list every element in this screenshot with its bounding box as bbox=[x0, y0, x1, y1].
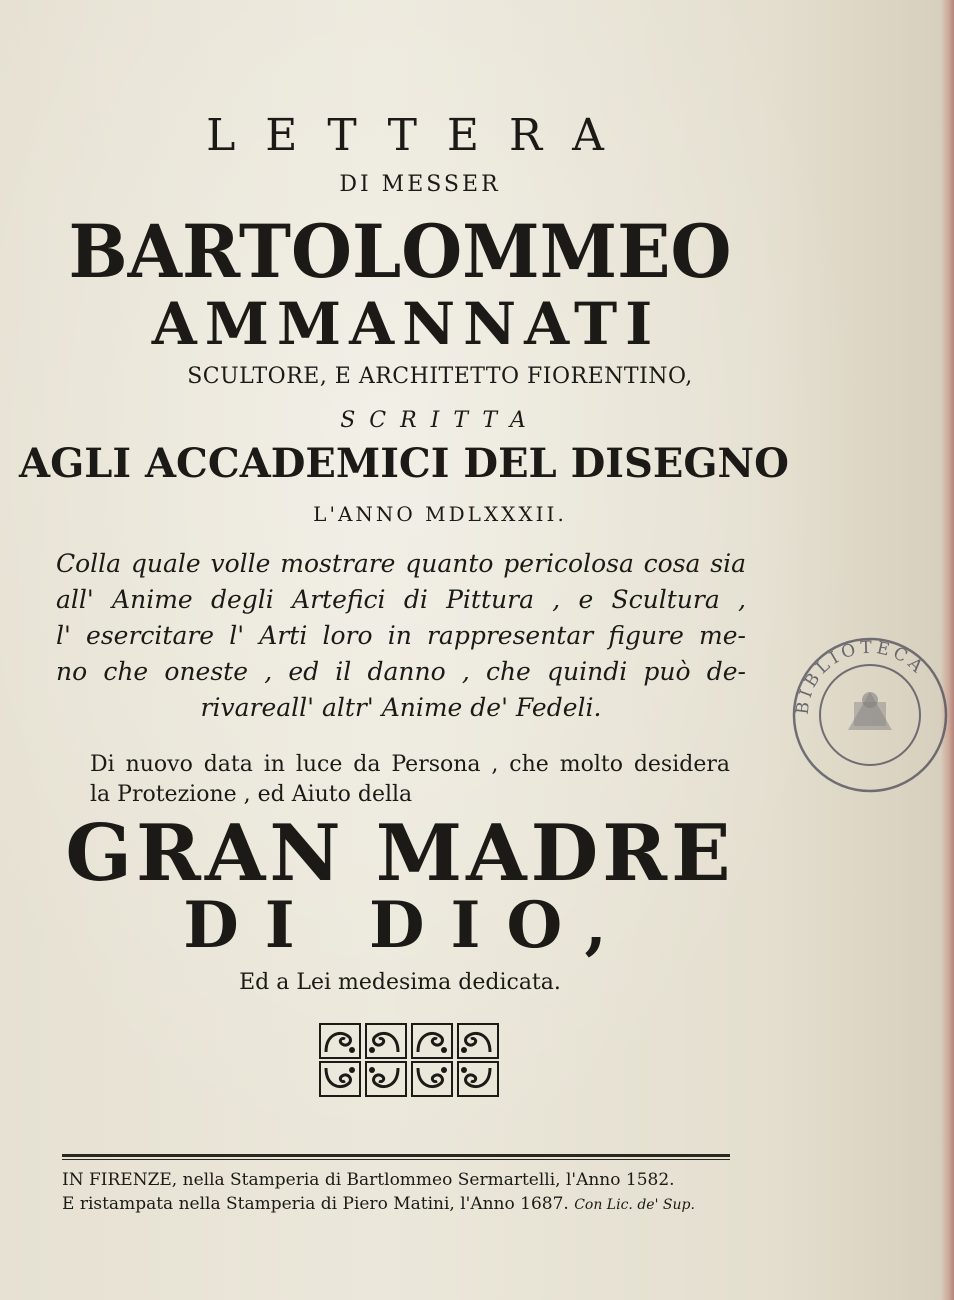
imprint-line-2-main: E ristampata nella Stamperia di Piero Matini, l'Anno 1687. bbox=[62, 1194, 569, 1214]
imprint-line-1: IN FIRENZE, nella Stamperia di Bartlommeo Sermartelli, l'Anno 1582. bbox=[62, 1170, 675, 1190]
dedicatee-line-1: GRAN MADRE bbox=[65, 808, 735, 899]
book-title: LETTERA bbox=[206, 110, 634, 161]
scritta-line: SCRITTA bbox=[340, 408, 540, 433]
imprint-rule-thin bbox=[62, 1159, 730, 1160]
di-messer-line: DI MESSER bbox=[339, 172, 501, 197]
addressees-line: AGLI ACCADEMICI DEL DISEGNO bbox=[19, 440, 789, 487]
republication-paragraph bbox=[90, 750, 730, 810]
imprint-license: Con Lic. de' Sup. bbox=[574, 1197, 695, 1213]
dedicatee-line-2: DI DIO, bbox=[183, 888, 633, 963]
year-line: L'ANNO MDLXXXII. bbox=[313, 502, 567, 526]
author-first-name: BARTOLOMMEO bbox=[68, 207, 732, 296]
library-stamp bbox=[778, 630, 954, 800]
printers-ornament bbox=[318, 1022, 500, 1098]
description-line: Colla quale volle mostrare quanto pericolosa cosa sia bbox=[56, 549, 746, 578]
description-paragraph bbox=[56, 546, 746, 726]
description-line: rivareall' altr' Anime de' Fedeli. bbox=[200, 693, 602, 722]
author-role: SCULTORE, E ARCHITETTO FIORENTINO, bbox=[187, 364, 693, 389]
author-last-name: AMMANNATI bbox=[151, 290, 661, 358]
description-line: l' esercitare l' Arti loro in rappresentar figure me- bbox=[56, 621, 746, 650]
dedication-line: Ed a Lei medesima dedicata. bbox=[239, 970, 561, 995]
imprint-rule bbox=[62, 1154, 730, 1157]
description-line: no che oneste , ed il danno , che quindi può de- bbox=[56, 657, 746, 686]
republication-line: Di nuovo data in luce da Persona , che molto desidera bbox=[90, 752, 730, 777]
stamp-text: BIBLIOTECA bbox=[792, 637, 930, 716]
republication-line: la Protezione , ed Aiuto della bbox=[90, 782, 413, 807]
description-line: all' Anime degli Artefici di Pittura , e Scultura , bbox=[56, 585, 746, 614]
imprint-line-2 bbox=[62, 1194, 742, 1214]
